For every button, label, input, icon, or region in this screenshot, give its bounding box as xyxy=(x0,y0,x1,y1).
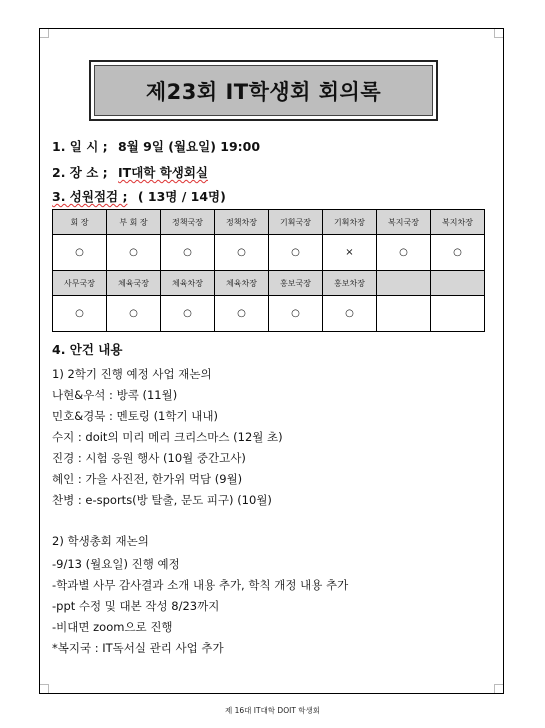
document-title: 제23회 IT학생회 회의록 xyxy=(94,65,433,116)
agenda-item: -비대면 zoom으로 진행 xyxy=(52,620,173,634)
empty-cell xyxy=(377,271,431,296)
agenda-subtitle: 2) 학생총회 재논의 xyxy=(52,534,149,548)
date-label: 1. 일 시 ; xyxy=(52,139,108,154)
agenda-item: 수지 : doit의 미리 메리 크리스마스 (12월 초) xyxy=(52,430,283,444)
place-value: IT대학 학생회실 xyxy=(118,165,208,180)
attendance-mark: ○ xyxy=(161,235,215,271)
agenda-item: -학과별 사무 감사결과 소개 내용 추가, 학칙 개정 내용 추가 xyxy=(52,578,349,592)
empty-cell xyxy=(431,296,485,332)
empty-cell xyxy=(431,271,485,296)
agenda-item: 진경 : 시험 응원 행사 (10월 중간고사) xyxy=(52,451,246,465)
attendance-mark: ○ xyxy=(107,296,161,332)
role-header: 복지차장 xyxy=(431,210,485,235)
role-header: 기획국장 xyxy=(269,210,323,235)
attendance-mark: ○ xyxy=(107,235,161,271)
attendance-mark: ○ xyxy=(323,296,377,332)
attendance-header-row xyxy=(53,210,485,235)
place-label: 2. 장 소 ; xyxy=(52,165,108,180)
crop-mark xyxy=(40,684,49,693)
crop-mark xyxy=(494,684,503,693)
crop-mark xyxy=(494,29,503,38)
agenda-heading: 4. 안건 내용 xyxy=(52,342,123,357)
role-header: 정책국장 xyxy=(161,210,215,235)
role-header: 체육국장 xyxy=(107,271,161,296)
attendance-mark: ○ xyxy=(215,235,269,271)
agenda-item: *복지국 : IT독서실 관리 사업 추가 xyxy=(52,641,224,655)
role-header: 부 회 장 xyxy=(107,210,161,235)
attendance-mark: ○ xyxy=(377,235,431,271)
crop-mark xyxy=(40,29,49,38)
attendance-mark: ○ xyxy=(53,235,107,271)
role-header: 사무국장 xyxy=(53,271,107,296)
agenda-item: -ppt 수정 및 대본 작성 8/23까지 xyxy=(52,599,220,613)
page-border xyxy=(39,28,504,694)
role-header: 회 장 xyxy=(53,210,107,235)
role-header: 체육차장 xyxy=(161,271,215,296)
attendance-value-row xyxy=(53,235,485,271)
members-value: ( 13명 / 14명) xyxy=(137,189,226,204)
members-label: 3. 성원점검 ; xyxy=(52,189,128,204)
role-header: 홍보차장 xyxy=(323,271,377,296)
role-header: 기획차장 xyxy=(323,210,377,235)
attendance-mark: ○ xyxy=(53,296,107,332)
role-header: 홍보국장 xyxy=(269,271,323,296)
attendance-mark: ○ xyxy=(161,296,215,332)
attendance-table xyxy=(52,209,485,332)
attendance-value-row xyxy=(53,296,485,332)
agenda-item: 혜인 : 가을 사진전, 한가위 먹담 (9월) xyxy=(52,472,243,486)
attendance-mark: ○ xyxy=(269,296,323,332)
attendance-mark: × xyxy=(323,235,377,271)
title-box xyxy=(89,60,438,121)
agenda-item: -9/13 (월요일) 진행 예정 xyxy=(52,557,180,571)
empty-cell xyxy=(377,296,431,332)
place-line xyxy=(52,163,208,181)
agenda-item: 나현&우석 : 방콕 (11월) xyxy=(52,388,178,402)
role-header: 복지국장 xyxy=(377,210,431,235)
role-header: 정책차장 xyxy=(215,210,269,235)
members-line xyxy=(52,187,226,205)
role-header: 체육차장 xyxy=(215,271,269,296)
attendance-mark: ○ xyxy=(431,235,485,271)
agenda-item: 찬병 : e-sports(방 탈출, 문도 피구) (10월) xyxy=(52,493,272,507)
attendance-mark: ○ xyxy=(269,235,323,271)
agenda-subtitle: 1) 2학기 진행 예정 사업 재논의 xyxy=(52,367,212,381)
date-line xyxy=(52,137,260,155)
date-value: 8월 9일 (월요일) 19:00 xyxy=(118,139,261,154)
attendance-header-row xyxy=(53,271,485,296)
attendance-mark: ○ xyxy=(215,296,269,332)
page-footer: 제 16대 IT대학 DOIT 학생회 xyxy=(224,706,321,715)
agenda-item: 민호&경묵 : 멘토링 (1학기 내내) xyxy=(52,409,218,423)
